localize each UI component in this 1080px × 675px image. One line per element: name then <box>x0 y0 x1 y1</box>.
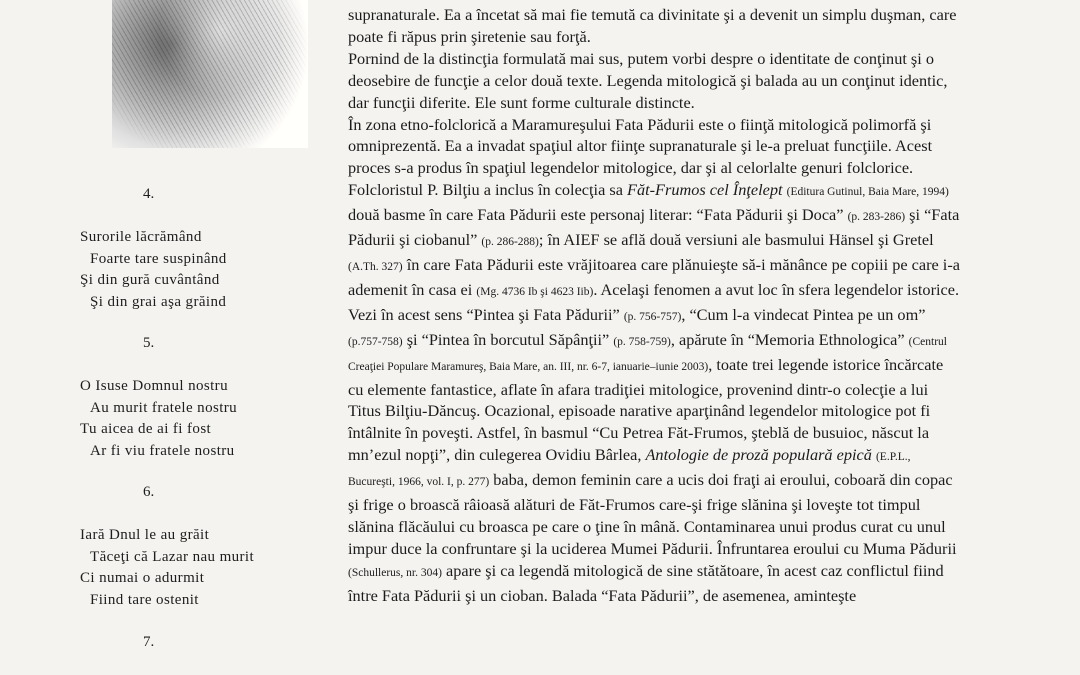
text-run: şi “Pintea în borcutul Săpânţii” <box>402 329 614 349</box>
paragraph <box>348 4 960 48</box>
text-run: apare şi ca legendă mitologică de sine stătătoare, în acest caz conflictul fiind <box>441 560 944 580</box>
citation: (A.Th. 327) <box>348 260 403 273</box>
citation: (Mg. 4736 Ib şi 4623 Iib) <box>476 285 594 298</box>
text-run: În zona etno-folclorică a Maramureşului Fata Pădurii este o fiinţă mitologică polimorfă şi omniprezentă. Ea a invadat spaţiul altor fiinţe supranaturale şi le-a preluat funcţiile. Acest proces s-a produs în spaţiul legendelor mitologice, dar şi al celorlalte genuri folclorice. Folcloristul P. Bilţiu a inclus în colecţia sa <box>348 114 933 200</box>
text-run: şi “Fata Pădurii şi ciobanul” <box>348 205 960 250</box>
stanza-number: 5. <box>143 335 155 351</box>
stanza-number: 4. <box>143 186 155 202</box>
text-run: baba, demon feminin care a ucis doi fraţi ai eroului, coboară din copac şi frige o broască râioasă alături de Făt-Frumos care-şi frige slănina şi loveşte tot timpul slănina flăcăului cu broasca pe care o ţine în mână. Contaminarea unui produs curat cu unul impur duce la confruntare şi la uciderea Mumei Pădurii. Înfruntarea eroului cu Muma Pădurii <box>348 470 957 558</box>
book-title: Făt-Frumos cel Înţelept <box>627 180 783 200</box>
portrait-photo <box>112 0 308 148</box>
citation: (E.P.L., Bucureşti, 1966, vol. I, p. 277) <box>348 451 911 489</box>
verse-line: O Isuse Domnul nostru <box>80 378 228 394</box>
verse-line: Tu aicea de ai fi fost <box>80 421 212 437</box>
stanza-number: 7. <box>143 634 155 650</box>
stanza-number: 6. <box>143 484 155 500</box>
article-text <box>348 4 960 607</box>
verse-line: Fiind tare ostenit <box>90 591 199 608</box>
verse-line: Şi din grai aşa grăind <box>90 293 227 310</box>
text-run: în care Fata Pădurii este vrăjitoarea care plănuieşte să-i mănânce pe copiii pe care i-a ademenit în casa ei <box>348 254 960 299</box>
verse-line: Iară Dnul le au grăit <box>80 527 210 543</box>
text-run: , apărute în “Memoria Ethnologica” <box>670 329 909 349</box>
text-run: între Fata Pădurii şi un cioban. Balada “Fata Pădurii”, de asemenea, aminteşte <box>348 585 857 605</box>
verse-line: Au murit fratele nostru <box>90 399 238 416</box>
verse-line: Ar fi viu fratele nostru <box>90 442 235 459</box>
text-run: . Acelaşi fenomen a avut loc în sfera legendelor istorice. Vezi în acest sens “Pintea şi Fata Pădurii” <box>348 279 960 324</box>
text-run: , toate trei legende istorice încărcate cu elemente fantastice, aflate în afara tradiţiei mitologice, provenind dintr-o colecţie a lui Titus Bilţiu-Dăncuş. Ocazional, episoade narative aparţinând legendelor mitologice pot fi întâlnite în poveşti. Astfel, în basmul “Cu Petrea Făt-Frumos, şteblă de busuioc, născut la mn’ezul nopţi”, din culegerea Ovidiu Bârlea, <box>348 354 944 465</box>
verse-line: Ci numai o adurmit <box>80 570 205 586</box>
stanza <box>80 525 254 611</box>
text-run: , “Cum l-a vindecat Pintea pe un om” <box>681 304 926 324</box>
text-run: Pornind de la distincţia formulată mai sus, putem vorbi despre o identitate de conţinut şi o deosebire de funcţie a celor două texte. Legenda mitologică şi balada au un conţinut identic, dar funcţii diferite. Ele sunt forme culturale distincte. <box>348 48 948 112</box>
citation: (p.757-758) <box>348 335 403 348</box>
verse-line: Surorile lăcrămând <box>80 229 202 245</box>
paragraph <box>348 48 960 114</box>
text-run: ; în AIEF se află două versiuni ale basmului Hänsel şi Gretel <box>538 230 934 250</box>
text-run: două basme în care Fata Pădurii este personaj literar: “Fata Pădurii şi Doca” <box>348 205 848 225</box>
paragraph <box>348 114 960 607</box>
verse-line: Şi din gură cuvântând <box>80 272 220 288</box>
citation: (p. 758-759) <box>613 335 671 348</box>
citation: (p. 283-286) <box>847 211 906 224</box>
text-run: supranaturale. Ea a încetat să mai fie temută ca divinitate şi a devenit un simplu duşman, care poate fi răpus prin şiretenie sau forţă. <box>348 5 957 46</box>
citation: (p. 286-288) <box>481 236 539 249</box>
citation: (Centrul Creaţiei Populare Maramureş, Baia Mare, an. III, nr. 6-7, ianuarie–iunie 2003) <box>348 335 947 373</box>
stanza <box>80 227 227 313</box>
book-title: Antologie de proză populară epică <box>645 445 872 465</box>
citation: (Editura Gutinul, Baia Mare, 1994) <box>786 186 949 199</box>
citation: (Schullerus, nr. 304) <box>348 566 442 579</box>
stanza <box>80 376 237 462</box>
verse-line: Foarte tare suspinând <box>90 250 227 267</box>
verse-line: Tăceţi că Lazar nau murit <box>90 548 255 565</box>
citation: (p. 756-757) <box>623 310 682 323</box>
